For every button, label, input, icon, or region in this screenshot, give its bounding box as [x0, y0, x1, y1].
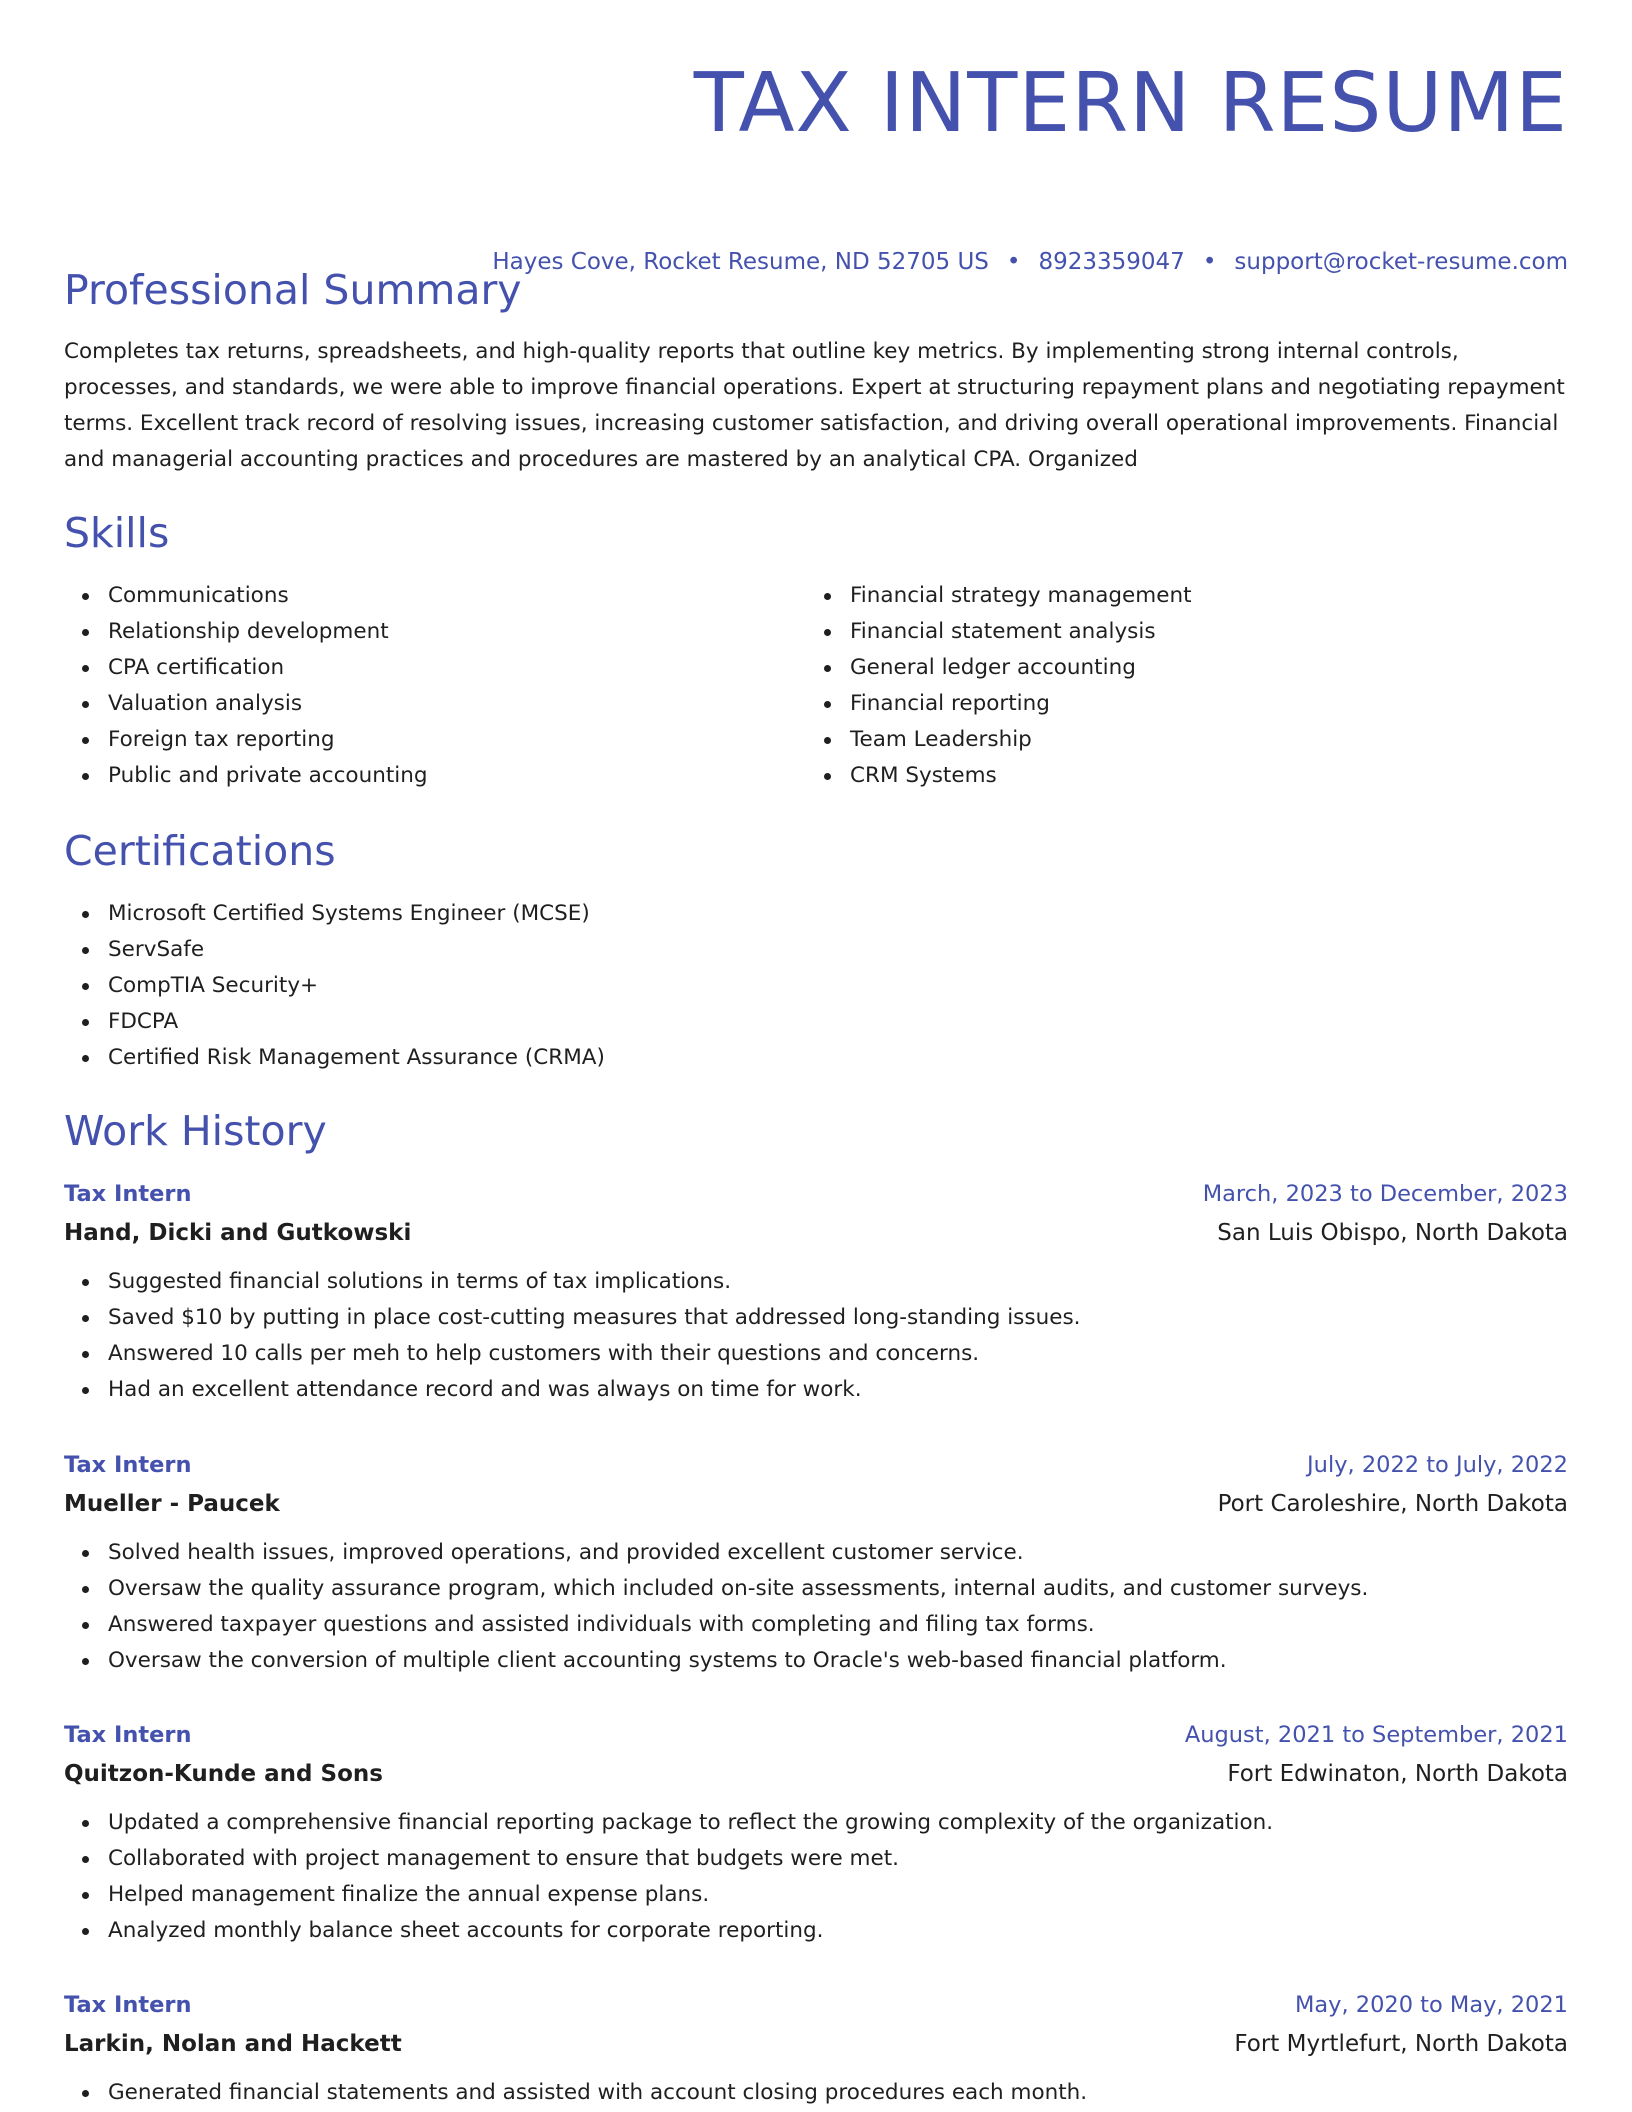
job-entry	[64, 1180, 1568, 1408]
job-location: San Luis Obispo, North Dakota	[1217, 1220, 1568, 1246]
job-company-row	[64, 1749, 1568, 1789]
skill-item: Valuation analysis	[108, 686, 806, 722]
skill-item: Public and private accounting	[108, 758, 806, 794]
skill-item: Financial reporting	[850, 686, 1548, 722]
job-duty: Collaborated with project management to ensure that budgets were met.	[108, 1841, 1568, 1877]
job-dates: May, 2020 to May, 2021	[1294, 1992, 1568, 2018]
skill-item: Foreign tax reporting	[108, 722, 806, 758]
job-location: Port Caroleshire, North Dakota	[1217, 1491, 1568, 1517]
certification-item: FDCPA	[108, 1004, 605, 1040]
certification-item: Certified Risk Management Assurance (CRMA)	[108, 1040, 605, 1076]
certifications-list	[64, 896, 605, 1076]
skills-column-left	[64, 578, 806, 794]
resume-title: TAX INTERN RESUME	[693, 56, 1568, 151]
job-dates: July, 2022 to July, 2022	[1307, 1452, 1568, 1478]
contact-address: Hayes Cove, Rocket Resume, ND 52705 US	[492, 249, 989, 275]
job-duty: Oversaw the conversion of multiple client accounting systems to Oracle's web-based financial platform.	[108, 1643, 1568, 1679]
skill-item: General ledger accounting	[850, 650, 1548, 686]
job-header-row	[64, 1991, 1568, 2019]
skill-item: Financial strategy management	[850, 578, 1548, 614]
job-duties	[64, 1805, 1568, 1949]
job-duty: Analyzed monthly balance sheet accounts for corporate reporting.	[108, 1913, 1568, 1949]
work-history-heading: Work History	[64, 1107, 327, 1155]
contact-separator: •	[1202, 249, 1217, 275]
job-duty: Helped management finalize the annual expense plans.	[108, 1877, 1568, 1913]
job-header-row	[64, 1721, 1568, 1749]
job-duty: Solved health issues, improved operations, and provided excellent customer service.	[108, 1535, 1568, 1571]
skill-item: Communications	[108, 578, 806, 614]
skill-item: Relationship development	[108, 614, 806, 650]
skill-item: CPA certification	[108, 650, 806, 686]
certification-item: Microsoft Certified Systems Engineer (MCSE)	[108, 896, 605, 932]
job-duty: Oversaw the quality assurance program, which included on-site assessments, internal audits, and customer surveys.	[108, 1571, 1568, 1607]
skill-item: Team Leadership	[850, 722, 1548, 758]
job-duties	[64, 2075, 1568, 2111]
job-duty: Answered taxpayer questions and assisted individuals with completing and filing tax forms.	[108, 1607, 1568, 1643]
certification-item: ServSafe	[108, 932, 605, 968]
job-header-row	[64, 1180, 1568, 1208]
job-role: Tax Intern	[64, 1722, 192, 1748]
summary-heading: Professional Summary	[64, 266, 522, 314]
job-role: Tax Intern	[64, 1181, 192, 1207]
job-company: Larkin, Nolan and Hackett	[64, 2031, 402, 2057]
job-company: Hand, Dicki and Gutkowski	[64, 1220, 412, 1246]
job-company: Mueller - Paucek	[64, 1491, 280, 1517]
job-company: Quitzon-Kunde and Sons	[64, 1761, 383, 1787]
job-duties	[64, 1535, 1568, 1679]
job-duty: Suggested financial solutions in terms of tax implications.	[108, 1264, 1568, 1300]
contact-separator: •	[1006, 249, 1021, 275]
job-role: Tax Intern	[64, 1992, 192, 2018]
job-duties	[64, 1264, 1568, 1408]
job-entry	[64, 1721, 1568, 1949]
job-header-row	[64, 1451, 1568, 1479]
job-dates: March, 2023 to December, 2023	[1202, 1181, 1568, 1207]
contact-email[interactable]: support@rocket-resume.com	[1234, 249, 1568, 275]
job-dates: August, 2021 to September, 2021	[1184, 1722, 1568, 1748]
skills-list	[64, 578, 1568, 794]
skills-column-right	[806, 578, 1548, 794]
job-company-row	[64, 2019, 1568, 2059]
job-duty: Had an excellent attendance record and was always on time for work.	[108, 1372, 1568, 1408]
job-duty: Generated financial statements and assisted with account closing procedures each month.	[108, 2075, 1568, 2111]
skill-item: Financial statement analysis	[850, 614, 1548, 650]
skills-heading: Skills	[64, 509, 170, 557]
certifications-heading: Certifications	[64, 827, 336, 875]
job-company-row	[64, 1208, 1568, 1248]
job-entry	[64, 1991, 1568, 2111]
job-location: Fort Edwinaton, North Dakota	[1227, 1761, 1568, 1787]
certification-item: CompTIA Security+	[108, 968, 605, 1004]
job-location: Fort Myrtlefurt, North Dakota	[1234, 2031, 1568, 2057]
skill-item: CRM Systems	[850, 758, 1548, 794]
job-entry	[64, 1451, 1568, 1679]
job-duty: Updated a comprehensive financial reporting package to reflect the growing complexity of the organization.	[108, 1805, 1568, 1841]
contact-line	[492, 248, 1568, 276]
job-duty: Saved $10 by putting in place cost-cutting measures that addressed long-standing issues.	[108, 1300, 1568, 1336]
resume-page	[64, 0, 1568, 2105]
job-company-row	[64, 1479, 1568, 1519]
job-duty: Answered 10 calls per meh to help customers with their questions and concerns.	[108, 1336, 1568, 1372]
job-role: Tax Intern	[64, 1452, 192, 1478]
summary-text: Completes tax returns, spreadsheets, and high-quality reports that outline key metrics. By implementing strong internal controls, processes, and standards, we were able to improve financial operations. Expert at structuring repayment plans and negotiating repayment terms. Excellent track record of resolving issues, increasing customer satisfaction, and driving overall operational improvements. Financial and managerial accounting practices and procedures are mastered by an analytical CPA. Organized	[64, 339, 1565, 472]
contact-phone: 8923359047	[1038, 249, 1185, 275]
